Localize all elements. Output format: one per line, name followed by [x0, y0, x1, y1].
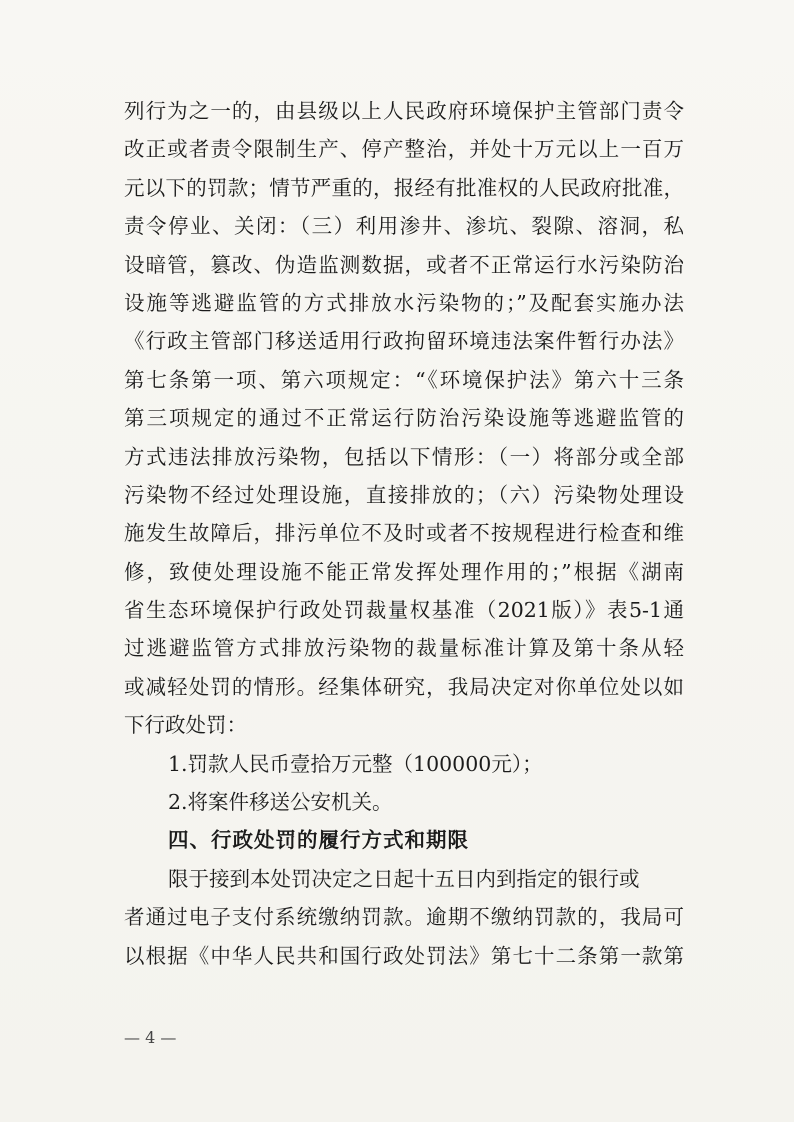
- text-line: 方式违法排放污染物，包括以下情形：（一）将部分或全部: [124, 444, 684, 469]
- text-line: 或减轻处罚的情形。经集体研究，我局决定对你单位处以如: [124, 674, 684, 699]
- page-number: — 4 —: [124, 1028, 177, 1047]
- text-line: 以根据《中华人民共和国行政处罚法》第七十二条第一款第: [124, 943, 684, 968]
- document-body: [124, 92, 684, 975]
- text-line: 过逃避监管方式排放污染物的裁量标准计算及第十条从轻: [124, 636, 684, 661]
- text-line: 责令停业、关闭：（三）利用渗井、渗坑、裂隙、溶洞，私: [124, 214, 684, 239]
- text-line: 者通过电子支付系统缴纳罚款。逾期不缴纳罚款的，我局可: [124, 905, 684, 930]
- text-line: 第三项规定的通过不正常运行防治污染设施等逃避监管的: [124, 406, 684, 431]
- penalty-item: 2.将案件移送公安机关。: [168, 790, 393, 815]
- text-line: 第七条第一项、第六项规定：“《环境保护法》第六十三条: [124, 367, 684, 392]
- penalty-item: 1.罚款人民币壹拾万元整（100000元）；: [168, 751, 543, 776]
- text-line: 《行政主管部门移送适用行政拘留环境违法案件暂行办法》: [124, 329, 684, 354]
- text-line: 列行为之一的，由县级以上人民政府环境保护主管部门责令: [124, 99, 684, 123]
- text-line: 元以下的罚款；情节严重的，报经有批准权的人民政府批准，: [124, 175, 684, 200]
- text-line: 污染物不经过处理设施，直接排放的；（六）污染物处理设: [124, 482, 684, 507]
- text-line: 限于接到本处罚决定之日起十五日内到指定的银行或: [168, 866, 640, 891]
- text-line: 下行政处罚：: [124, 713, 247, 738]
- text-line: 施发生故障后，排污单位不及时或者不按规程进行检查和维: [124, 521, 684, 546]
- text-line: 设暗管，篡改、伪造监测数据，或者不正常运行水污染防治: [124, 252, 684, 277]
- section-heading: 四、行政处罚的履行方式和期限: [168, 828, 469, 853]
- text-line: 省生态环境保护行政处罚裁量权基准（2021版）》表5-1通: [124, 598, 684, 623]
- text-line: 改正或者责令限制生产、停产整治，并处十万元以上一百万: [124, 137, 684, 162]
- text-line: 修，致使处理设施不能正常发挥处理作用的；”根据《湖南: [124, 559, 684, 584]
- text-line: 设施等逃避监管的方式排放水污染物的；”及配套实施办法: [124, 290, 684, 315]
